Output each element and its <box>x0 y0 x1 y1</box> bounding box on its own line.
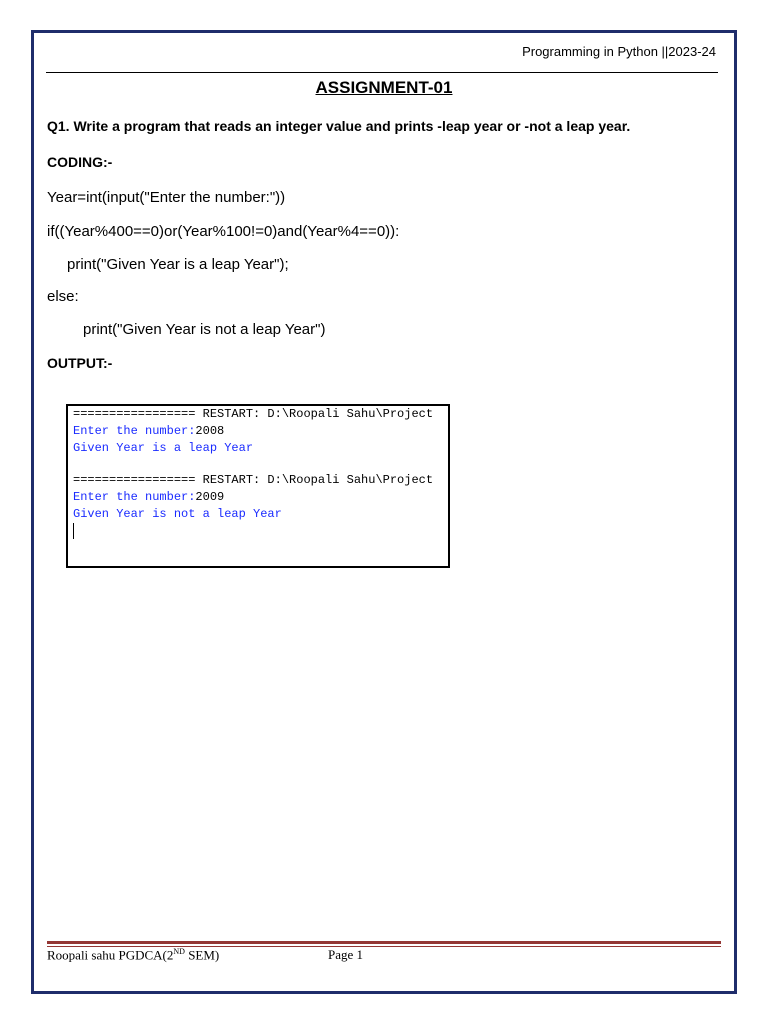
footer-rule <box>47 941 721 944</box>
code-line: if((Year%400==0)or(Year%100!=0)and(Year%4==0)): <box>47 223 400 240</box>
console-line: ================= RESTART: D:\Roopali Sahu\Project <box>73 407 434 421</box>
console-line: Given Year is not a leap Year <box>73 507 282 521</box>
console-line: Given Year is a leap Year <box>73 441 254 455</box>
header-rule <box>46 72 718 73</box>
text-cursor <box>73 523 74 539</box>
footer-author-prefix: Roopali sahu PGDCA(2 <box>47 947 174 963</box>
footer-author <box>47 947 219 963</box>
console-output-screenshot <box>66 404 450 568</box>
code-line: Year=int(input("Enter the number:")) <box>47 189 286 206</box>
footer-author-sup: ND <box>173 947 185 956</box>
console-input-value: 2009 <box>195 490 225 504</box>
console-line <box>73 490 224 504</box>
code-line: else: <box>47 288 79 305</box>
console-line <box>73 424 224 438</box>
document-title: ASSIGNMENT-01 <box>315 78 453 97</box>
output-label: OUTPUT:- <box>47 355 113 371</box>
console-prompt: Enter the number: <box>73 424 196 438</box>
footer-author-suffix: SEM) <box>184 947 220 963</box>
code-line: print("Given Year is not a leap Year") <box>83 321 326 338</box>
question-text: Q1. Write a program that reads an integer value and prints -leap year or -not a leap year. <box>47 118 631 134</box>
console-line: ================= RESTART: D:\Roopali Sahu\Project <box>73 473 434 487</box>
console-input-value: 2008 <box>195 424 225 438</box>
code-line: print("Given Year is a leap Year"); <box>67 256 289 273</box>
header-course: Programming in Python ||2023-24 <box>522 44 716 59</box>
console-prompt: Enter the number: <box>73 490 196 504</box>
footer-page-number: Page 1 <box>328 947 364 962</box>
coding-label: CODING:- <box>47 154 113 170</box>
